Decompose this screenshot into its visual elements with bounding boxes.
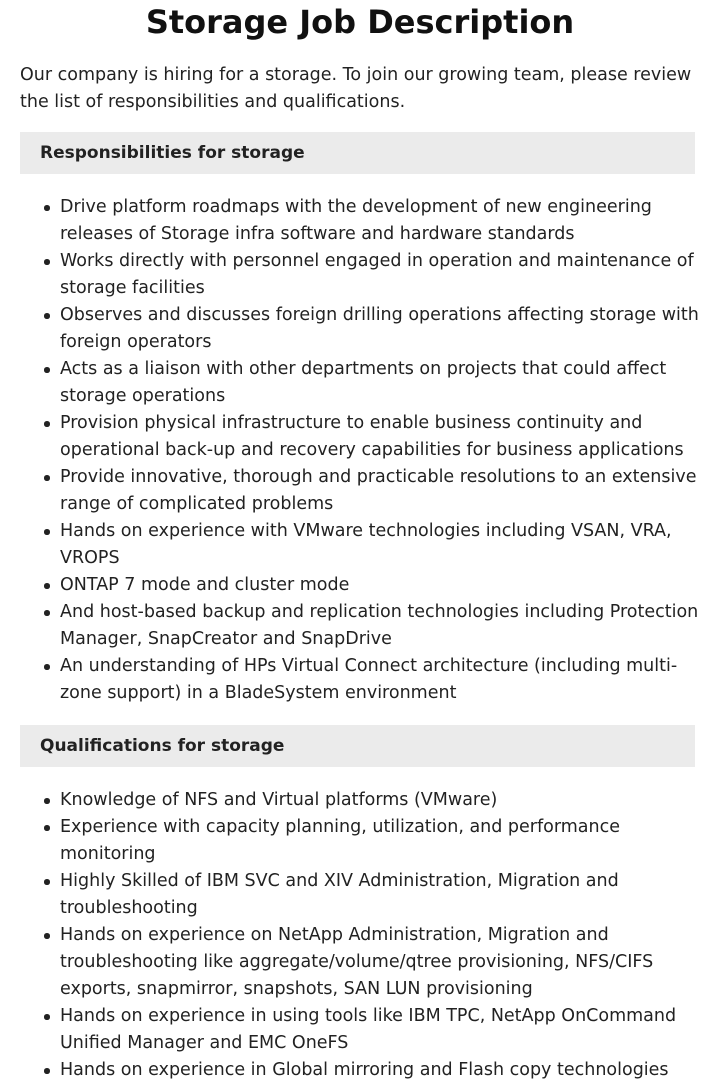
list-item: Works directly with personnel engaged in operation and maintenance of storage facilities — [60, 248, 700, 302]
list-item: Hands on experience in Global mirroring and Flash copy technologies — [60, 1057, 700, 1084]
list-item: Highly Skilled of IBM SVC and XIV Administration, Migration and troubleshooting — [60, 868, 700, 922]
responsibilities-heading: Responsibilities for storage — [20, 132, 695, 174]
list-item: Observes and discusses foreign drilling operations affecting storage with foreign operators — [60, 302, 700, 356]
list-item: And host-based backup and replication technologies including Protection Manager, SnapCreator and SnapDrive — [60, 599, 700, 653]
list-item: Hands on experience on NetApp Administration, Migration and troubleshooting like aggregate/volume/qtree provisioning, NFS/CIFS exports, snapmirror, snapshots, SAN LUN provisioning — [60, 922, 700, 1003]
list-item: Drive platform roadmaps with the development of new engineering releases of Storage infra software and hardware standards — [60, 194, 700, 248]
list-item: Hands on experience with VMware technologies including VSAN, VRA, VROPS — [60, 518, 700, 572]
list-item: Provision physical infrastructure to enable business continuity and operational back-up and recovery capabilities for business applications — [60, 410, 700, 464]
list-item: Provide innovative, thorough and practicable resolutions to an extensive range of complicated problems — [60, 464, 700, 518]
list-item: Acts as a liaison with other departments on projects that could affect storage operations — [60, 356, 700, 410]
qualifications-heading: Qualifications for storage — [20, 725, 695, 767]
qualifications-list — [20, 787, 700, 1084]
list-item: Experience with capacity planning, utilization, and performance monitoring — [60, 814, 700, 868]
list-item: An understanding of HPs Virtual Connect architecture (including multi-zone support) in a BladeSystem environment — [60, 653, 700, 707]
intro-paragraph: Our company is hiring for a storage. To join our growing team, please review the list of responsibilities and qualifications. — [20, 65, 692, 112]
list-item: Knowledge of NFS and Virtual platforms (VMware) — [60, 787, 700, 814]
responsibilities-list — [20, 194, 700, 707]
list-item: ONTAP 7 mode and cluster mode — [60, 572, 700, 599]
page-title: Storage Job Description — [145, 3, 575, 41]
list-item: Hands on experience in using tools like IBM TPC, NetApp OnCommand Unified Manager and EMC OneFS — [60, 1003, 700, 1057]
